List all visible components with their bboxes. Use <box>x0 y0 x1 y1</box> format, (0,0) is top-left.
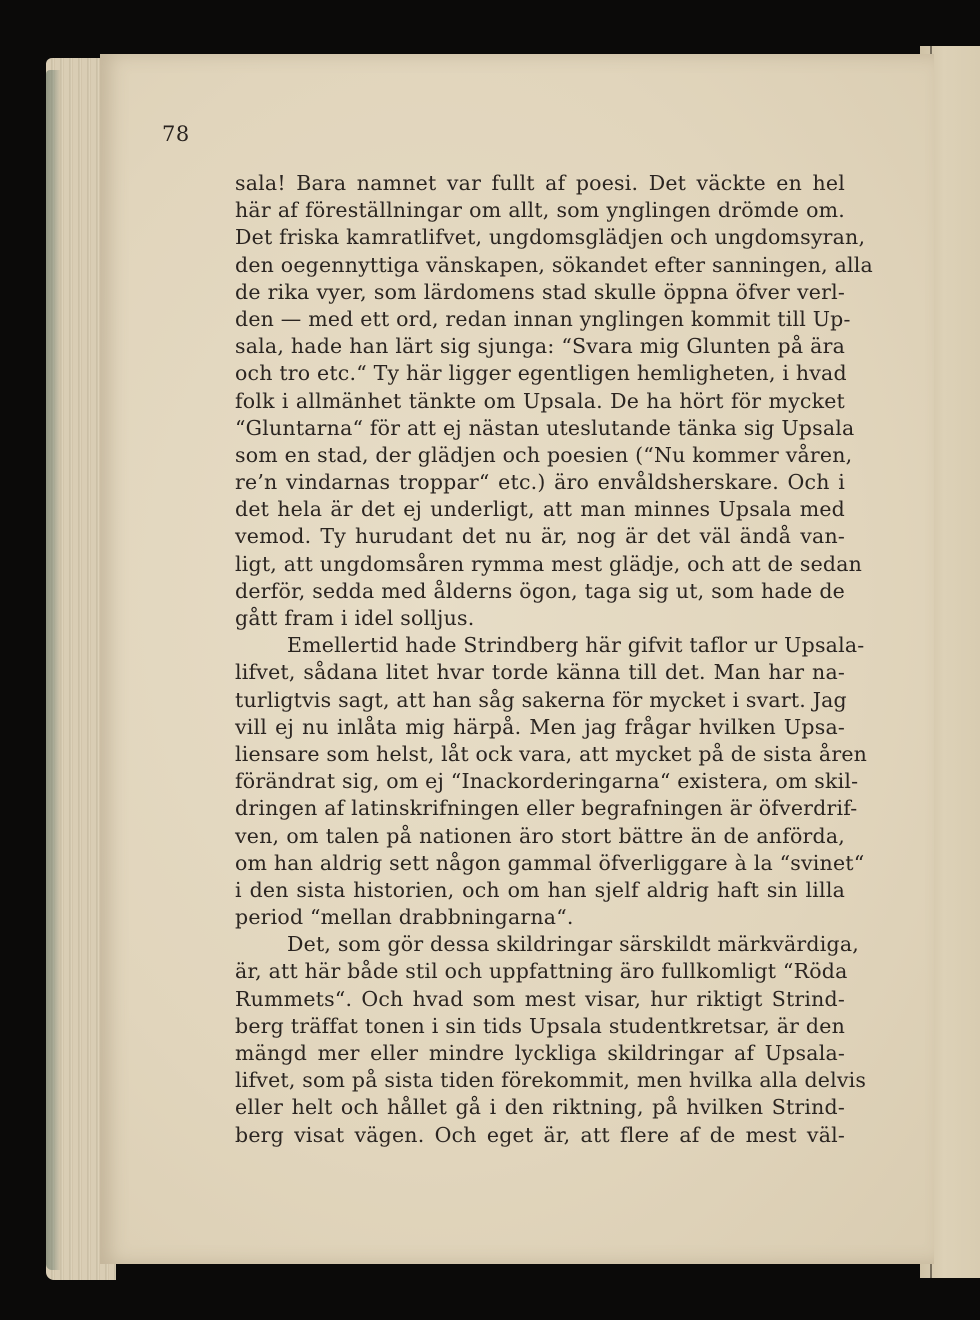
text-line: vill ej nu inlåta mig härpå. Men jag frågar hvilken Upsa- <box>235 714 845 739</box>
text-line: Rummets“. Och hvad som mest visar, hur riktigt Strind- <box>235 986 845 1011</box>
book-spine-shadow <box>46 70 60 1270</box>
text-line: förändrat sig, om ej “Inackorderingarna“ existera, om skil- <box>235 769 859 794</box>
text-line: Det, som gör dessa skildringar särskildt märkvärdiga, <box>287 932 859 957</box>
text-line: re’n vindarnas troppar“ etc.) äro envåldsherskare. Och i <box>235 470 845 495</box>
page-number: 78 <box>162 122 190 146</box>
text-line: liensare som helst, låt ock vara, att mycket på de sista åren <box>235 741 868 766</box>
text-line: det hela är det ej underligt, att man minnes Upsala med <box>235 497 845 522</box>
text-line: ven, om talen på nationen äro stort bättre än de anförda, <box>235 823 845 848</box>
text-line: den — med ett ord, redan innan ynglingen kommit till Up- <box>235 306 851 331</box>
text-line: lifvet, sådana litet hvar torde känna till det. Man har na- <box>235 660 845 685</box>
text-line: gått fram i idel solljus. <box>235 606 475 630</box>
text-line: vemod. Ty hurudant det nu är, nog är det väl ändå van- <box>235 524 845 549</box>
text-line: derför, sedda med ålderns ögon, taga sig ut, som hade de <box>235 578 845 603</box>
text-line: period “mellan drabbningarna“. <box>235 905 574 930</box>
text-line: de rika vyer, som lärdomens stad skulle öppna öfver verl- <box>235 279 845 304</box>
text-line: turligtvis sagt, att han såg sakerna för mycket i svart. Jag <box>235 687 847 712</box>
text-line: berg visat vägen. Och eget är, att flere af de mest väl- <box>235 1122 845 1147</box>
text-line: ligt, att ungdomsåren rymma mest glädje, och att de sedan <box>235 551 863 576</box>
text-line: folk i allmänhet tänkte om Upsala. De ha hört för mycket <box>235 388 845 413</box>
text-line: dringen af latinskrifningen eller begrafningen är öfverdrif- <box>235 796 858 821</box>
text-line: “Gluntarna“ för att ej nästan uteslutande tänka sig Upsala <box>235 415 855 440</box>
text-line: som en stad, der glädjen och poesien (“Nu kommer våren, <box>235 442 853 467</box>
text-line: berg träffat tonen i sin tids Upsala studentkretsar, är den <box>235 1013 845 1038</box>
text-line: eller helt och hållet gå i den riktning, på hvilken Strind- <box>235 1095 845 1120</box>
text-line: här af föreställningar om allt, som ynglingen drömde om. <box>235 198 845 223</box>
text-line: sala, hade han lärt sig sjunga: “Svara mig Glunten på ära <box>235 334 845 359</box>
text-line: om han aldrig sett någon gammal öfverliggare à la “svinet“ <box>235 850 865 875</box>
text-line: sala! Bara namnet var fullt af poesi. Det väckte en hel <box>235 171 845 195</box>
text-line: Det friska kamratlifvet, ungdomsglädjen och ungdomsyran, <box>235 225 866 250</box>
text-line: är, att här både stil och uppfattning äro fullkomligt “Röda <box>235 959 848 984</box>
text-block <box>235 170 873 1149</box>
text-line: mängd mer eller mindre lyckliga skildringar af Upsala- <box>235 1041 845 1065</box>
text-line: Emellertid hade Strindberg här gifvit taflor ur Upsala- <box>287 633 865 658</box>
text-line: den oegennyttiga vänskapen, sökandet efter sanningen, alla <box>235 252 873 277</box>
text-line: lifvet, som på sista tiden förekommit, men hvilka alla delvis <box>235 1068 867 1093</box>
text-line: i den sista historien, och om han sjelf aldrig haft sin lilla <box>235 877 845 902</box>
text-line: och tro etc.“ Ty här ligger egentligen hemligheten, i hvad <box>235 361 847 386</box>
